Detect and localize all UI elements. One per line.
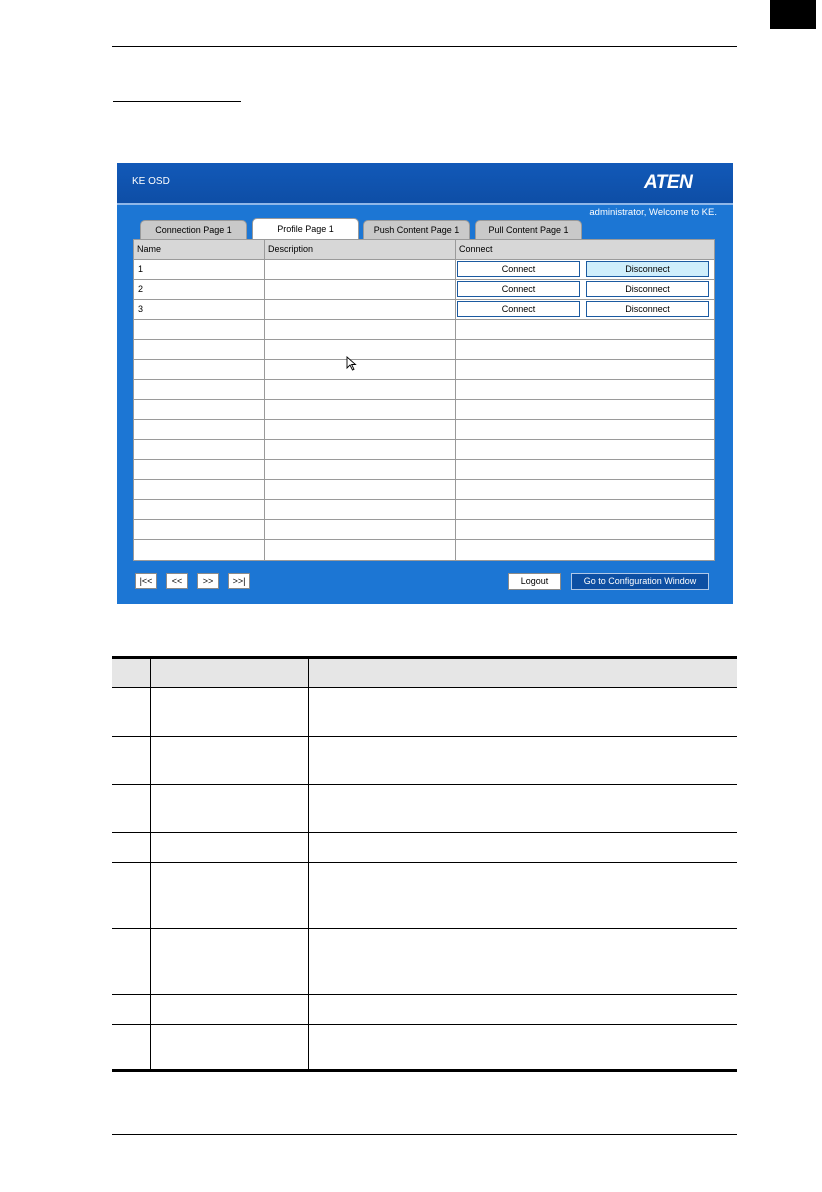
table-row-divider xyxy=(112,928,737,929)
footer-rule xyxy=(112,1134,737,1135)
table-row-divider xyxy=(112,784,737,785)
logout-button[interactable]: Logout xyxy=(508,573,561,590)
column-header-name: Name xyxy=(137,244,162,254)
table-row xyxy=(134,420,714,440)
table-bottom-rule xyxy=(112,1069,737,1072)
table-row-divider xyxy=(112,832,737,833)
profile-name: 3 xyxy=(138,304,144,314)
table-column-divider xyxy=(150,659,151,1069)
disconnect-button[interactable]: Disconnect xyxy=(586,301,709,317)
table-row xyxy=(134,400,714,420)
profile-grid xyxy=(133,239,715,561)
table-row xyxy=(134,360,714,380)
tab-push-content-page[interactable]: Push Content Page 1 xyxy=(363,220,470,239)
table-row xyxy=(134,460,714,480)
connect-button[interactable]: Connect xyxy=(457,281,580,297)
first-page-button[interactable]: |<< xyxy=(135,573,157,589)
tab-pull-content-page[interactable]: Pull Content Page 1 xyxy=(475,220,582,239)
column-header-description: Description xyxy=(268,244,314,254)
table-row-divider xyxy=(112,687,737,688)
mouse-pointer-icon xyxy=(346,356,358,372)
previous-page-button[interactable]: << xyxy=(166,573,188,589)
aten-logo: ATEN xyxy=(644,172,693,193)
table-row-divider xyxy=(112,862,737,863)
table-column-divider xyxy=(308,659,309,1069)
last-page-button[interactable]: >>| xyxy=(228,573,250,589)
table-row-divider xyxy=(112,994,737,995)
tab-connection-page[interactable]: Connection Page 1 xyxy=(140,220,247,239)
table-header-row xyxy=(112,659,737,687)
table-row xyxy=(134,440,714,460)
ke-osd-window xyxy=(117,163,733,604)
connect-button[interactable]: Connect xyxy=(457,301,580,317)
table-row xyxy=(134,480,714,500)
next-page-button[interactable]: >> xyxy=(197,573,219,589)
table-row xyxy=(134,540,714,560)
column-divider xyxy=(264,260,265,560)
title-bar xyxy=(117,163,733,205)
table-row xyxy=(134,520,714,540)
column-header-connect: Connect xyxy=(459,244,493,254)
grid-header xyxy=(134,240,714,260)
column-divider xyxy=(455,260,456,560)
table-row xyxy=(134,340,714,360)
header-rule xyxy=(112,46,737,47)
profile-name: 1 xyxy=(138,264,144,274)
disconnect-button[interactable]: Disconnect xyxy=(586,261,709,277)
welcome-message: administrator, Welcome to KE. xyxy=(589,207,717,218)
table-row xyxy=(134,280,714,300)
disconnect-button[interactable]: Disconnect xyxy=(586,281,709,297)
connect-button[interactable]: Connect xyxy=(457,261,580,277)
config-window-button[interactable]: Go to Configuration Window xyxy=(571,573,709,590)
table-row-divider xyxy=(112,736,737,737)
section-heading-underline xyxy=(113,101,241,102)
table-row xyxy=(134,260,714,280)
table-row xyxy=(134,300,714,320)
app-title: KE OSD xyxy=(132,176,170,187)
header-divider xyxy=(264,240,265,260)
table-row xyxy=(134,500,714,520)
table-row xyxy=(134,320,714,340)
page-edge-tab xyxy=(770,0,816,29)
table-row-divider xyxy=(112,1024,737,1025)
profile-name: 2 xyxy=(138,284,144,294)
tab-profile-page[interactable]: Profile Page 1 xyxy=(252,218,359,239)
table-row xyxy=(134,380,714,400)
callout-table xyxy=(112,656,737,1072)
header-divider xyxy=(455,240,456,260)
